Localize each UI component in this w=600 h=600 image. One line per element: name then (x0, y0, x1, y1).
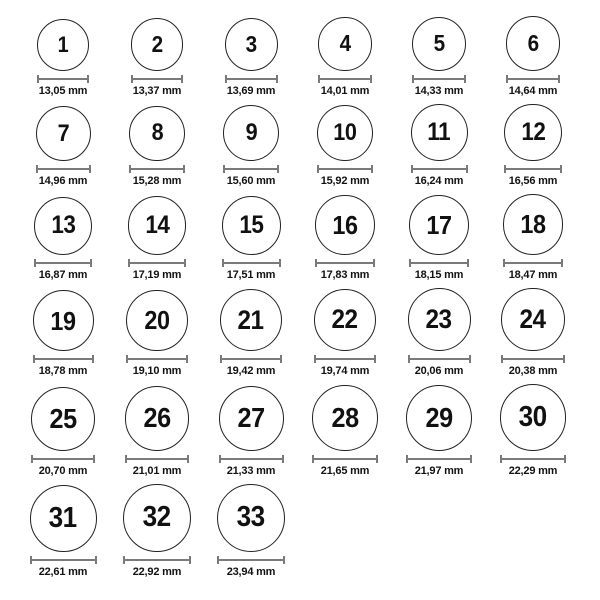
ring-cell (486, 194, 580, 282)
measure-bar (225, 78, 278, 80)
ring-size-number: 19 (50, 305, 76, 336)
measure-cap-right (187, 455, 189, 463)
measure-cap-right (95, 556, 97, 564)
ring-size-number: 11 (427, 118, 451, 146)
measure-cap-right (277, 165, 279, 173)
ring-circle (318, 17, 372, 71)
measure-bar (504, 168, 562, 170)
measure-bar (129, 168, 185, 170)
diameter-measure-line (318, 75, 372, 83)
ring-cell (392, 195, 486, 282)
ring-circle (317, 105, 374, 162)
ring-cell (110, 290, 204, 379)
measure-cap-right (564, 455, 566, 463)
ring-cell (298, 105, 392, 189)
measure-bar (217, 559, 285, 561)
ring-cell (298, 195, 392, 282)
measure-cap-right (186, 355, 188, 363)
diameter-label: 20,06 mm (414, 365, 464, 377)
measure-bar (501, 358, 565, 360)
measure-cap-right (181, 75, 183, 83)
measure-cap-right (280, 355, 282, 363)
diameter-label: 13,69 mm (226, 84, 276, 97)
diameter-measure-line (412, 75, 466, 83)
ring-size-number: 8 (151, 119, 163, 147)
diameter-measure-line (223, 165, 279, 173)
diameter-measure-line (312, 455, 378, 463)
measure-bar (315, 262, 375, 264)
ring-cell (110, 196, 204, 282)
diameter-measure-line (37, 75, 89, 83)
measure-bar (500, 458, 567, 460)
ring-circle (31, 387, 95, 451)
ring-size-number: 22 (331, 304, 359, 335)
ring-size-number: 21 (237, 304, 265, 335)
diameter-label: 14,33 mm (414, 84, 464, 97)
measure-bar (123, 559, 191, 561)
diameter-label: 19,74 mm (320, 365, 370, 377)
measure-bar (412, 78, 466, 80)
measure-bar (37, 78, 89, 80)
ring-size-number: 5 (433, 30, 445, 56)
diameter-label: 16,56 mm (508, 175, 558, 187)
measure-bar (34, 262, 92, 264)
ring-row (16, 194, 600, 282)
ring-cell (204, 289, 298, 378)
ring-size-number: 13 (50, 211, 76, 239)
diameter-label: 17,51 mm (226, 268, 276, 281)
ring-size-number: 10 (333, 118, 357, 146)
ring-circle (128, 196, 187, 255)
measure-bar (131, 78, 184, 80)
ring-size-number: 29 (425, 401, 453, 433)
measure-cap-right (279, 259, 281, 267)
ring-cell (110, 106, 204, 189)
ring-circle (312, 385, 378, 451)
ring-size-number: 25 (49, 402, 77, 434)
measure-cap-right (560, 165, 562, 173)
measure-cap-right (370, 75, 372, 83)
ring-size-number: 12 (520, 117, 546, 146)
measure-cap-right (276, 75, 278, 83)
ring-cell (16, 106, 110, 188)
ring-cell (16, 387, 110, 478)
measure-cap-right (464, 75, 466, 83)
measure-bar (220, 358, 282, 360)
ring-cell (16, 485, 110, 579)
measure-bar (408, 358, 471, 360)
ring-cell (298, 17, 392, 98)
diameter-measure-line (506, 75, 561, 83)
ring-size-number: 32 (142, 501, 172, 534)
measure-cap-right (93, 455, 95, 463)
ring-circle (409, 195, 469, 255)
ring-size-number: 33 (236, 501, 266, 533)
diameter-measure-line (33, 355, 94, 363)
measure-bar (314, 358, 377, 360)
measure-cap-right (189, 556, 191, 564)
ring-cell (110, 386, 204, 478)
diameter-label: 13,05 mm (38, 84, 88, 97)
ring-size-number: 15 (238, 210, 264, 239)
ring-size-number: 7 (57, 119, 69, 147)
measure-bar (219, 458, 284, 460)
ring-circle (125, 386, 190, 451)
diameter-measure-line (219, 455, 284, 463)
measure-cap-right (376, 455, 378, 463)
ring-circle (129, 106, 185, 162)
ring-circle (315, 195, 375, 255)
diameter-label: 15,28 mm (132, 175, 182, 187)
measure-cap-right (371, 165, 373, 173)
diameter-measure-line (220, 355, 282, 363)
ring-circle (33, 290, 94, 351)
ring-circle (223, 105, 279, 161)
ring-circle (501, 288, 565, 352)
ring-row (16, 288, 600, 379)
ring-cell (298, 385, 392, 478)
diameter-measure-line (30, 556, 97, 564)
ring-row (16, 484, 600, 579)
ring-cell (204, 105, 298, 188)
ring-size-number: 4 (339, 30, 351, 57)
ring-cell (16, 290, 110, 378)
diameter-measure-line (222, 259, 281, 267)
ring-circle (126, 290, 188, 352)
diameter-label: 14,01 mm (320, 84, 370, 97)
ring-circle (34, 197, 92, 255)
diameter-measure-line (504, 165, 562, 173)
diameter-label: 16,87 mm (38, 268, 88, 281)
ring-size-number: 17 (426, 209, 452, 240)
ring-circle (406, 385, 472, 451)
ring-size-number: 24 (519, 303, 547, 334)
ring-cell (16, 197, 110, 282)
ring-row (16, 384, 600, 478)
measure-cap-right (90, 259, 92, 267)
diameter-measure-line (129, 165, 185, 173)
diameter-label: 18,47 mm (508, 268, 558, 281)
measure-cap-right (563, 355, 565, 363)
diameter-label: 19,42 mm (226, 365, 276, 377)
diameter-label: 14,64 mm (508, 84, 558, 97)
measure-bar (126, 358, 188, 360)
diameter-label: 14,96 mm (38, 175, 88, 187)
ring-size-number: 31 (48, 501, 78, 534)
measure-cap-right (466, 165, 468, 173)
ring-cell (392, 104, 486, 188)
measure-cap-right (470, 455, 472, 463)
ring-size-number: 20 (144, 305, 170, 336)
measure-bar (409, 262, 469, 264)
ring-circle (503, 194, 564, 255)
diameter-measure-line (406, 455, 472, 463)
measure-bar (317, 168, 374, 170)
measure-bar (411, 168, 468, 170)
ring-circle (314, 289, 377, 352)
measure-cap-right (374, 355, 376, 363)
ring-size-number: 3 (245, 30, 257, 57)
diameter-label: 20,70 mm (38, 464, 88, 477)
diameter-measure-line (408, 355, 471, 363)
ring-circle (225, 18, 278, 71)
diameter-measure-line (409, 259, 469, 267)
diameter-measure-line (315, 259, 375, 267)
measure-bar (506, 78, 561, 80)
diameter-label: 22,92 mm (132, 565, 182, 578)
ring-size-number: 18 (520, 209, 546, 240)
ring-row (16, 104, 600, 189)
diameter-label: 15,92 mm (320, 175, 370, 187)
diameter-measure-line (126, 355, 188, 363)
diameter-measure-line (125, 455, 190, 463)
ring-cell (110, 484, 204, 579)
measure-cap-right (373, 259, 375, 267)
diameter-label: 17,83 mm (320, 268, 370, 281)
ring-size-number: 23 (425, 304, 453, 334)
diameter-label: 20,38 mm (508, 365, 558, 377)
diameter-label: 15,60 mm (226, 175, 276, 187)
ring-size-number: 16 (332, 209, 358, 240)
diameter-measure-line (123, 556, 191, 564)
measure-cap-right (87, 75, 89, 83)
measure-bar (312, 458, 378, 460)
diameter-label: 23,94 mm (226, 565, 276, 578)
ring-cell (392, 288, 486, 378)
ring-circle (500, 384, 567, 451)
measure-bar (36, 168, 91, 170)
ring-cell (486, 288, 580, 379)
ring-circle (36, 106, 91, 161)
ring-cell (204, 196, 298, 282)
ring-size-number: 30 (518, 400, 548, 433)
measure-cap-right (561, 259, 563, 267)
measure-cap-right (283, 556, 285, 564)
measure-cap-right (92, 355, 94, 363)
measure-bar (222, 262, 281, 264)
measure-cap-right (183, 165, 185, 173)
measure-bar (223, 168, 279, 170)
ring-circle (506, 16, 561, 71)
measure-cap-right (558, 75, 560, 83)
ring-circle (412, 17, 466, 71)
diameter-label: 19,10 mm (132, 365, 182, 377)
diameter-measure-line (217, 556, 285, 564)
ring-cell (16, 19, 110, 98)
diameter-label: 21,65 mm (320, 464, 370, 477)
measure-cap-right (184, 259, 186, 267)
measure-bar (125, 458, 190, 460)
ring-circle (219, 386, 284, 451)
ring-row (16, 16, 600, 98)
ring-circle (411, 104, 468, 161)
ring-cell (486, 104, 580, 189)
diameter-label: 18,15 mm (414, 268, 464, 281)
diameter-label: 22,29 mm (508, 464, 558, 477)
ring-cell (392, 385, 486, 478)
measure-bar (30, 559, 97, 561)
diameter-label: 21,33 mm (226, 464, 276, 477)
diameter-measure-line (317, 165, 374, 173)
diameter-measure-line (31, 455, 95, 463)
ring-circle (504, 104, 562, 162)
ring-size-number: 2 (151, 30, 163, 57)
measure-bar (33, 358, 94, 360)
ring-size-number: 27 (237, 402, 265, 433)
ring-circle (217, 484, 285, 552)
diameter-measure-line (225, 75, 278, 83)
measure-cap-right (282, 455, 284, 463)
diameter-label: 21,01 mm (132, 464, 182, 477)
diameter-measure-line (411, 165, 468, 173)
diameter-measure-line (500, 455, 567, 463)
ring-cell (298, 289, 392, 379)
measure-bar (503, 262, 564, 264)
measure-bar (128, 262, 187, 264)
diameter-label: 22,61 mm (38, 565, 88, 578)
ring-size-number: 14 (144, 210, 170, 239)
ring-cell (204, 484, 298, 579)
diameter-label: 21,97 mm (414, 464, 464, 477)
ring-size-number: 9 (245, 119, 257, 146)
ring-circle (30, 485, 97, 552)
measure-cap-right (89, 165, 91, 173)
diameter-label: 17,19 mm (132, 268, 182, 281)
ring-circle (131, 18, 184, 71)
ring-cell (392, 17, 486, 98)
ring-size-number: 26 (143, 402, 171, 434)
diameter-measure-line (34, 259, 92, 267)
diameter-measure-line (128, 259, 187, 267)
diameter-measure-line (36, 165, 91, 173)
ring-cell (204, 386, 298, 478)
ring-size-number: 6 (527, 29, 539, 56)
ring-cell (110, 18, 204, 98)
measure-cap-right (467, 259, 469, 267)
ring-circle (222, 196, 281, 255)
diameter-measure-line (131, 75, 184, 83)
ring-cell (204, 18, 298, 98)
diameter-measure-line (501, 355, 565, 363)
diameter-label: 18,78 mm (38, 365, 88, 377)
diameter-measure-line (314, 355, 377, 363)
ring-cell (486, 384, 580, 478)
ring-circle (123, 484, 191, 552)
measure-bar (31, 458, 95, 460)
ring-cell (486, 16, 580, 98)
ring-circle (220, 289, 282, 351)
diameter-measure-line (503, 259, 564, 267)
measure-bar (406, 458, 472, 460)
ring-size-number: 28 (331, 401, 359, 433)
ring-circle (408, 288, 471, 351)
ring-size-number: 1 (57, 31, 69, 57)
measure-bar (318, 78, 372, 80)
ring-circle (37, 19, 89, 71)
diameter-label: 13,37 mm (132, 84, 182, 97)
diameter-label: 16,24 mm (414, 175, 464, 187)
measure-cap-right (469, 355, 471, 363)
